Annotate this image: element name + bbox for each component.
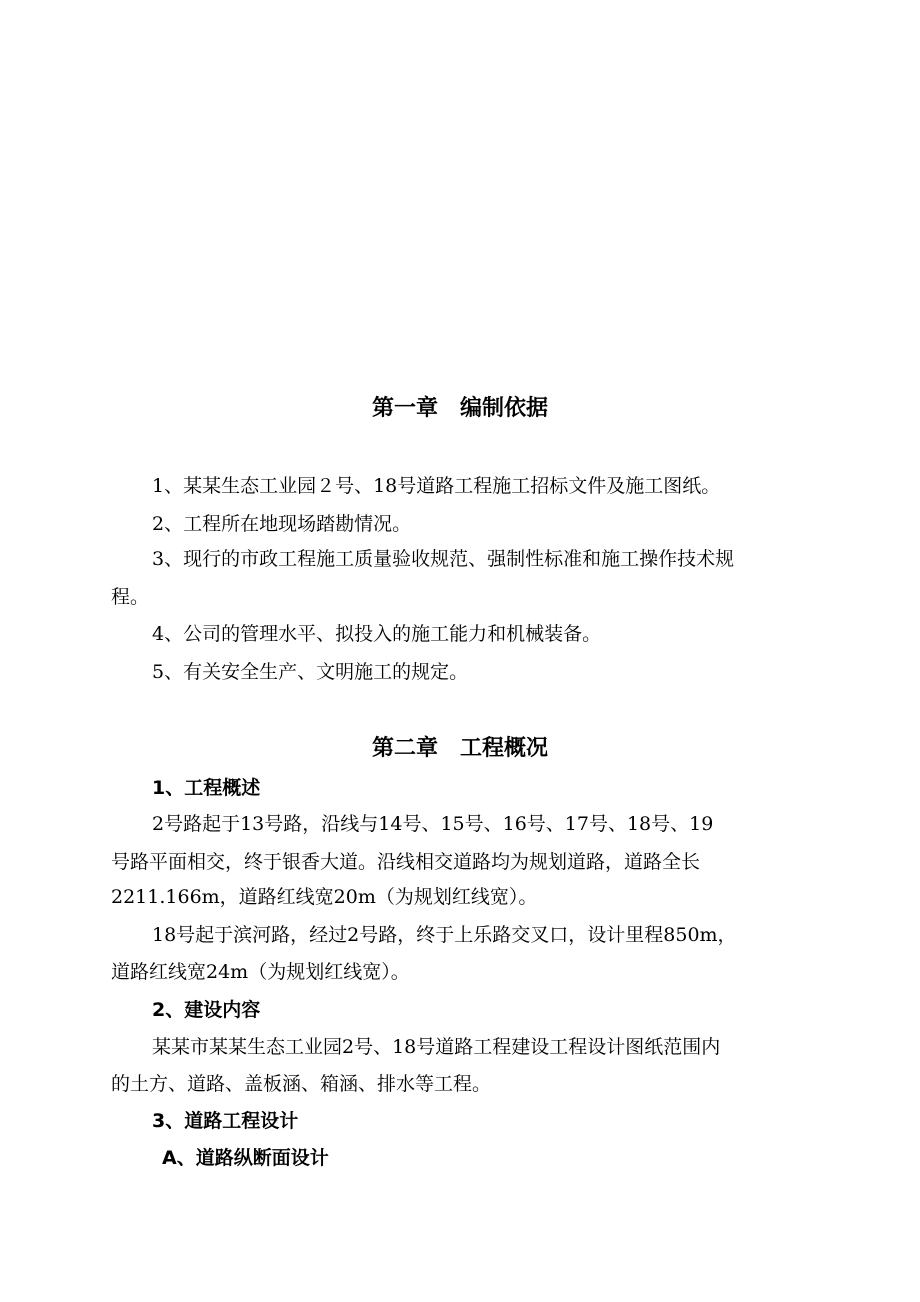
section-overview-heading: 1、工程概述	[152, 777, 261, 799]
basis-item-1: 1、某某生态工业园２号、18号道路工程施工招标文件及施工图纸。	[152, 475, 721, 497]
basis-item-3: 3、现行的市政工程施工质量验收规范、强制性标准和施工操作技术规	[152, 548, 735, 570]
overview-line-4: 18号起于滨河路，经过2号路，终于上乐路交叉口，设计里程850m，	[152, 924, 737, 946]
overview-line-2: 号路平面相交，终于银香大道。沿线相交道路均为规划道路，道路全长	[111, 851, 701, 873]
overview-line-5: 道路红线宽24m（为规划红线宽）。	[111, 961, 410, 983]
construction-line-1: 某某市某某生态工业园2号、18号道路工程建设工程设计图纸范围内	[152, 1036, 721, 1058]
basis-item-4: 4、公司的管理水平、拟投入的施工能力和机械装备。	[152, 623, 602, 645]
chapter-2-title: 第二章 工程概况	[371, 736, 548, 761]
overview-line-3: 2211.166m，道路红线宽20m（为规划红线宽）。	[111, 886, 538, 908]
overview-line-1: 2号路起于13号路，沿线与14号、15号、16号、17号、18号、19	[152, 813, 714, 835]
basis-item-3-continued: 程。	[111, 586, 150, 608]
section-construction-heading: 2、建设内容	[152, 999, 261, 1021]
subsection-profile-design-heading: A、道路纵断面设计	[162, 1147, 329, 1169]
basis-item-5: 5、有关安全生产、文明施工的规定。	[152, 661, 469, 683]
construction-line-2: 的土方、道路、盖板涵、箱涵、排水等工程。	[111, 1073, 492, 1095]
section-road-design-heading: 3、道路工程设计	[152, 1110, 299, 1132]
chapter-1-title: 第一章 编制依据	[371, 396, 548, 421]
basis-item-2: 2、工程所在地现场踏勘情况。	[152, 513, 412, 535]
